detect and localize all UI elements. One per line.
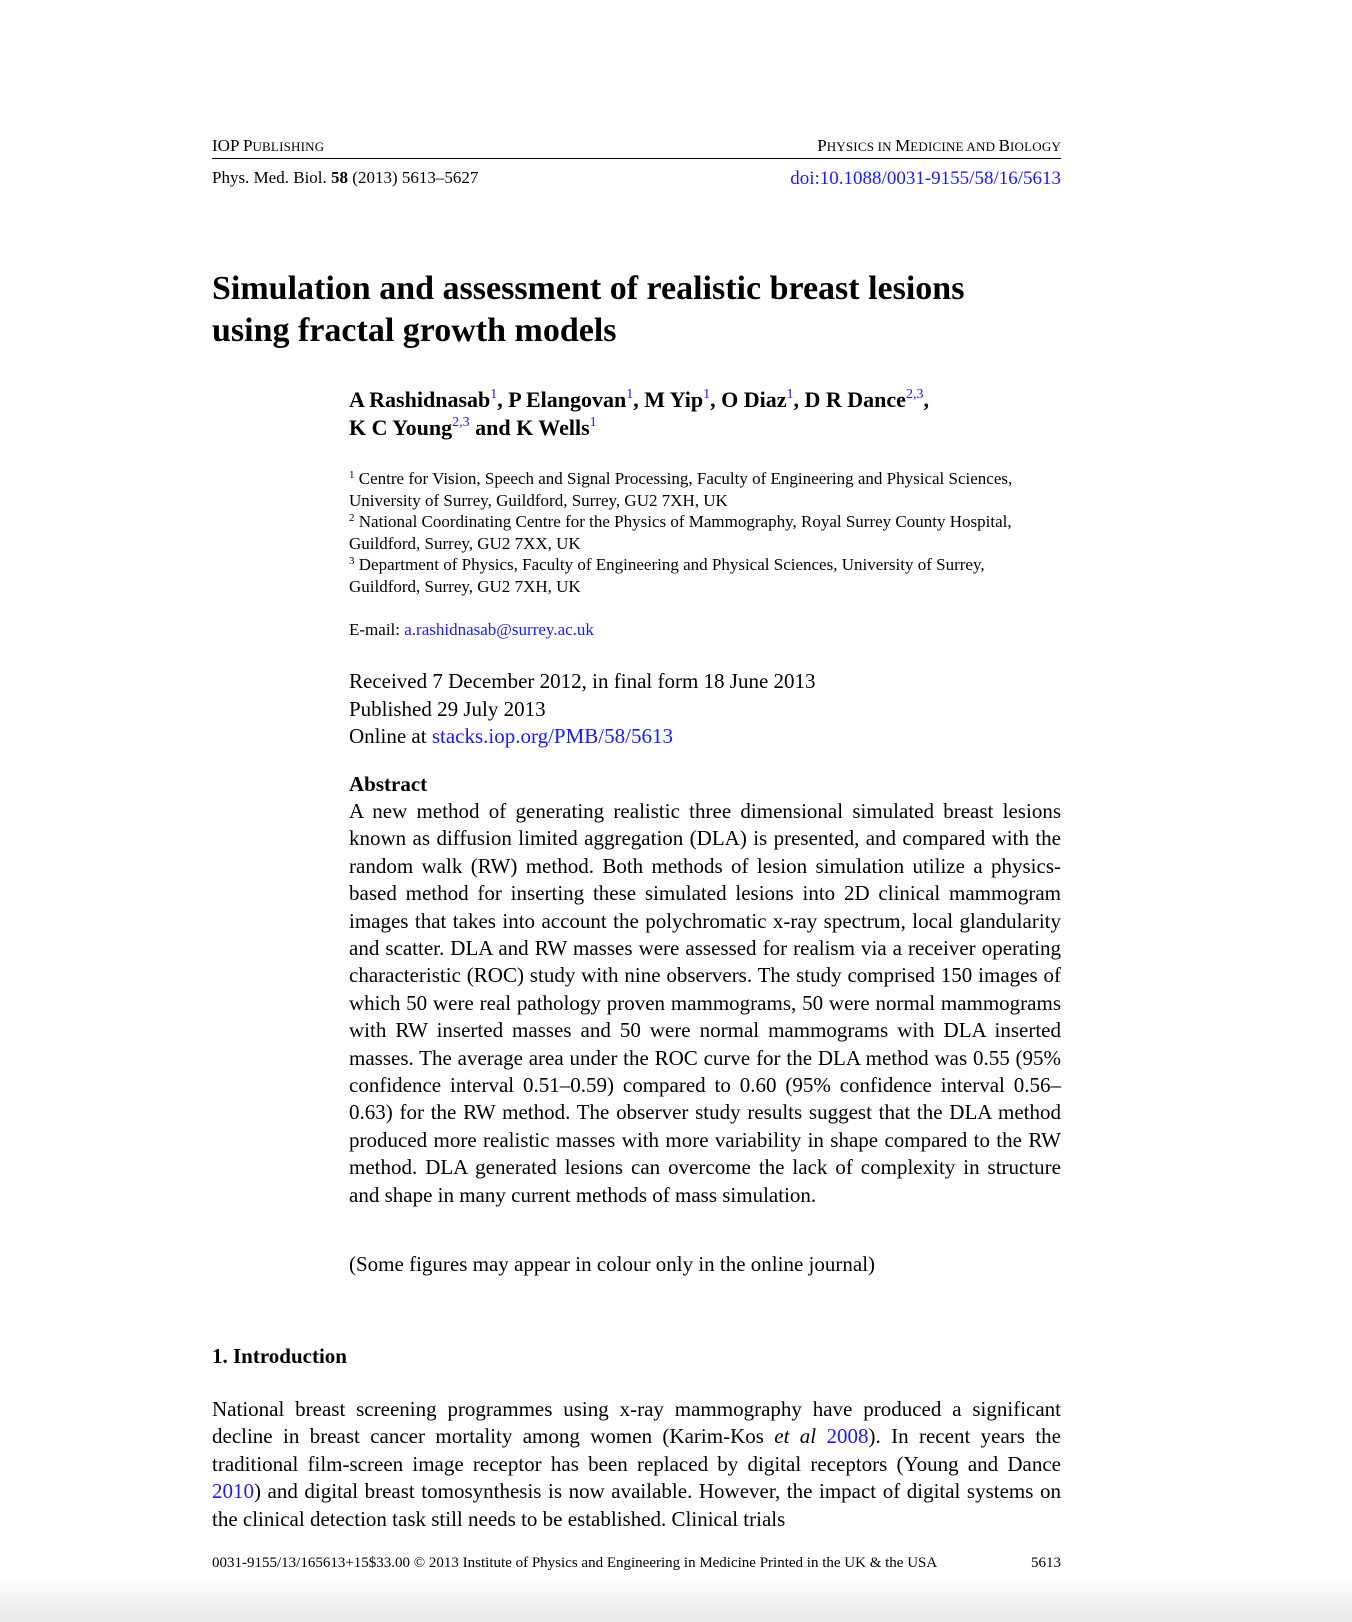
author-separator: ,	[923, 387, 929, 412]
author-separator: and	[469, 415, 517, 440]
affiliation-line: National Coordinating Centre for the Physics of Mammography, Royal Surrey County Hospital,	[358, 512, 1012, 531]
citation-line	[212, 168, 1061, 194]
author-affiliation-ref[interactable]: 1	[589, 415, 597, 430]
published-date: Published 29 July 2013	[349, 696, 546, 721]
author-affiliation-ref[interactable]: 1	[490, 387, 498, 402]
email-link[interactable]: a.rashidnasab@surrey.ac.uk	[404, 620, 594, 639]
author-affiliation-ref[interactable]: 1	[626, 387, 634, 402]
author: K Wells	[516, 415, 590, 440]
affiliation-line: Centre for Vision, Speech and Signal Processing, Faculty of Engineering and Physical Sciences,	[358, 469, 1013, 488]
footer-copyright: 0031-9155/13/165613+15$33.00 © 2013 Institute of Physics and Engineering in Medicine Printed in the UK & the USA	[212, 1555, 938, 1571]
publication-dates	[349, 668, 1061, 751]
author-separator: ,	[633, 387, 645, 412]
paper-title	[212, 268, 1112, 352]
online-url-link[interactable]: stacks.iop.org/PMB/58/5613	[431, 724, 673, 748]
online-label: Online at	[349, 724, 432, 748]
affiliation	[349, 511, 1061, 554]
title-line: Simulation and assessment of realistic breast lesions	[212, 270, 965, 307]
author-list	[349, 386, 1061, 442]
affiliation	[349, 468, 1061, 511]
citation-volume: 58	[331, 168, 349, 187]
author-affiliation-ref[interactable]: 2,3	[452, 415, 470, 430]
author: K C Young	[349, 415, 453, 440]
affiliation-line: Guildford, Surrey, GU2 7XX, UK	[349, 533, 581, 553]
publisher-name	[212, 136, 324, 156]
author-affiliation-ref[interactable]: 1	[703, 387, 711, 402]
author: M Yip	[644, 387, 704, 412]
contact-email	[349, 620, 1061, 640]
journal-part: IOLOGY	[1009, 139, 1061, 154]
intro-text-run: National breast screening programmes using x-ray mammography have produced a significant decline in breast cancer mortality among women (Karim-Kos	[212, 1397, 1061, 1449]
received-date: Received 7 December 2012, in final form 18 June 2013	[349, 669, 816, 693]
running-header	[212, 136, 1061, 159]
viewer-bottom-edge	[0, 1578, 1352, 1622]
affiliation-number: 1	[349, 469, 355, 481]
intro-text-run: ). In recent years the traditional film-screen image receptor has been replaced by digital receptors (Young and Dance	[212, 1424, 1061, 1476]
title-line: using fractal growth models	[212, 312, 617, 349]
author-separator: ,	[497, 387, 509, 412]
citation-pages: (2013) 5613–5627	[348, 168, 479, 187]
citation-link-2008[interactable]: 2008	[826, 1424, 869, 1449]
abstract-text: A new method of generating realistic three dimensional simulated breast lesions known as diffusion limited aggregation (DLA) is presented, and compared with the random walk (RW) method. Both methods of lesion simulation utilize a physics-based method for inserting these simulated lesions into 2D clinical mammogram images that takes into account the polychromatic x-ray spectrum, local glandularity and scatter. DLA and RW masses were assessed for realism via a receiver operating characteristic (ROC) study with nine observers. The study comprised 150 images of which 50 were real pathology proven mammograms, 50 were normal mammograms with RW inserted masses and 50 were normal mammograms with DLA inserted masses. The average area under the ROC curve for the DLA method was 0.55 (95% confidence interval 0.51–0.59) compared to 0.60 (95% confidence interval 0.56–0.63) for the RW method. The observer study results suggest that the DLA method produced more realistic masses with more variability in shape compared to the RW method. DLA generated lesions can overcome the lack of complexity in structure and shape in many current methods of mass simulation.	[349, 799, 1061, 1207]
author-separator: ,	[793, 387, 805, 412]
journal-part: P	[817, 136, 827, 155]
citation-journal: Phys. Med. Biol.	[212, 168, 332, 187]
author-affiliation-ref[interactable]: 1	[786, 387, 794, 402]
page-number: 5613	[1031, 1555, 1061, 1571]
journal-part: B	[998, 136, 1010, 155]
colour-note: (Some figures may appear in colour only in the online journal)	[349, 1252, 876, 1276]
affiliation-list	[349, 468, 1061, 597]
intro-etal: et al	[774, 1424, 817, 1449]
affiliation	[349, 554, 1061, 597]
author: A Rashidnasab	[349, 387, 491, 412]
affiliation-number: 2	[349, 512, 355, 524]
email-label: E-mail:	[349, 620, 405, 639]
section-heading-introduction: 1. Introduction	[212, 1344, 347, 1368]
journal-part: EDICINE AND	[910, 139, 999, 154]
author-separator: ,	[710, 387, 722, 412]
abstract-heading: Abstract	[349, 772, 428, 796]
affiliation-line: Guildford, Surrey, GU2 7XH, UK	[349, 576, 581, 596]
publisher-rest: UBLISHING	[252, 139, 325, 154]
author-affiliation-ref[interactable]: 2,3	[905, 387, 924, 402]
journal-part: HYSICS IN	[826, 139, 896, 154]
citation	[212, 168, 478, 188]
journal-part: M	[895, 136, 911, 155]
affiliation-line: Department of Physics, Faculty of Engineering and Physical Sciences, University of Surrey,	[358, 555, 985, 574]
author: P Elangovan	[508, 387, 627, 412]
publisher-cap: IOP P	[212, 136, 253, 155]
introduction-paragraph	[212, 1396, 1061, 1533]
journal-name	[817, 136, 1061, 156]
intro-text-run: ) and digital breast tomosynthesis is now available. However, the impact of digital systems on the clinical detection task still needs to be established. Clinical trials	[212, 1479, 1061, 1531]
citation-link-2010[interactable]: 2010	[212, 1479, 254, 1504]
affiliation-line: University of Surrey, Guildford, Surrey, GU2 7XH, UK	[349, 490, 728, 510]
affiliation-number: 3	[349, 555, 355, 567]
doi-link[interactable]: doi:10.1088/0031-9155/58/16/5613	[790, 168, 1061, 189]
author: D R Dance	[804, 387, 906, 412]
intro-space	[816, 1424, 826, 1448]
online-location	[349, 723, 1061, 751]
author: O Diaz	[721, 387, 787, 412]
